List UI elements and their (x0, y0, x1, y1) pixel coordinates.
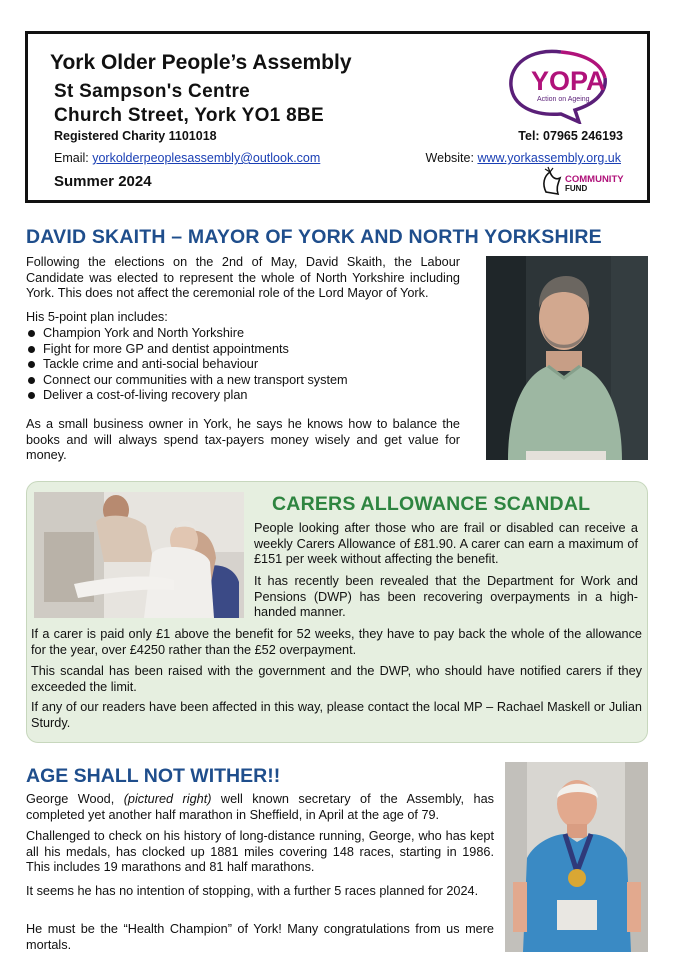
masthead (25, 31, 650, 203)
age-heading: AGE SHALL NOT WITHER!! (26, 765, 281, 787)
plan-item: Connect our communities with a new transport system (26, 373, 348, 389)
yopa-logo (503, 46, 613, 124)
email-row (54, 151, 320, 165)
telephone: Tel: 07965 246193 (518, 129, 623, 143)
plan-item: Champion York and North Yorkshire (26, 326, 348, 342)
carers-paragraph-1: People looking after those who are frail or disabled can receive a weekly Carers Allowance of £81.90. A carer can earn a maximum of £151 per week without affecting the benefit. (254, 521, 638, 566)
age-p1-rest: well known secretary of the Assembly, has completed yet another half marathon in Sheffield, in April at the age of 79. (26, 792, 495, 822)
mayor-paragraph-1: Following the elections on the 2nd of May, David Skaith, the Labour Candidate was elected to represent the whole of North Yorkshire including York. This does not affect the ceremonial role of the Lord Mayor of York. (26, 255, 460, 300)
carers-paragraph-4: This scandal has been raised with the government and the DWP, who should have notified carers if they exceeded the limit. (31, 664, 642, 694)
website-label: Website: (425, 151, 474, 165)
age-paragraph-3: It seems he has no intention of stopping, with a further 5 races planned for 2024. (26, 884, 479, 898)
mayor-heading: DAVID SKAITH – MAYOR OF YORK AND NORTH YORKSHIRE (26, 226, 602, 248)
mayor-plan-list (26, 326, 348, 404)
plan-item: Deliver a cost-of-living recovery plan (26, 388, 348, 404)
mayor-paragraph-2: His 5-point plan includes: (26, 310, 168, 324)
age-paragraph-1 (26, 792, 494, 823)
age-paragraph-2: Challenged to check on his history of long-distance running, George, who has kept all his medals, has clocked up 1881 miles covering 148 races, starting in 1986. This includes 19 marathons and 81 half marathons. (26, 829, 494, 874)
mayor-photo (486, 256, 648, 460)
george-photo (505, 762, 648, 952)
website-row (426, 151, 621, 165)
org-name: York Older People’s Assembly (50, 51, 352, 74)
fund-line-1: COMMUNITY (565, 174, 624, 185)
carers-paragraph-2: It has recently been revealed that the Department for Work and Pensions (DWP) has been recovering overpayments in a high-handed manner. (254, 574, 638, 619)
pictured-note: (pictured right) (123, 792, 212, 806)
issue-date: Summer 2024 (54, 173, 152, 190)
logo-text: YOPA (531, 66, 606, 96)
community-fund-logo (538, 166, 633, 198)
carer-photo (34, 492, 244, 618)
charity-number: Registered Charity 1101018 (54, 129, 217, 143)
website-link[interactable]: www.yorkassembly.org.uk (477, 151, 621, 165)
email-link[interactable]: yorkolderpeoplesassembly@outlook.com (92, 151, 321, 165)
lottery-hand-icon (544, 167, 560, 194)
mayor-paragraph-3: As a small business owner in York, he says he knows how to balance the books and will always spend tax-payers money wisely and get value for money. (26, 417, 460, 462)
plan-item: Tackle crime and anti-social behaviour (26, 357, 348, 373)
carers-paragraph-5: If any of our readers have been affected in this way, please contact the local MP – Rachael Maskell or Julian Sturdy. (31, 700, 642, 730)
plan-item: Fight for more GP and dentist appointments (26, 342, 348, 358)
carers-heading: CARERS ALLOWANCE SCANDAL (272, 493, 591, 515)
address-line-2: Church Street, York YO1 8BE (54, 105, 324, 126)
age-paragraph-4: He must be the “Health Champion” of York! Many congratulations from us mere mortals. (26, 922, 494, 952)
email-label: Email: (54, 151, 89, 165)
address-line-1: St Sampson's Centre (54, 81, 251, 102)
age-p1-start: George Wood, (26, 792, 124, 806)
fund-line-2: FUND (565, 184, 588, 193)
logo-tagline: Action on Ageing (537, 96, 590, 103)
carers-paragraph-3: If a carer is paid only £1 above the benefit for 52 weeks, they have to pay back the whole of the allowance for the year, over £4250 rather than the £52 overpayment. (31, 627, 642, 657)
